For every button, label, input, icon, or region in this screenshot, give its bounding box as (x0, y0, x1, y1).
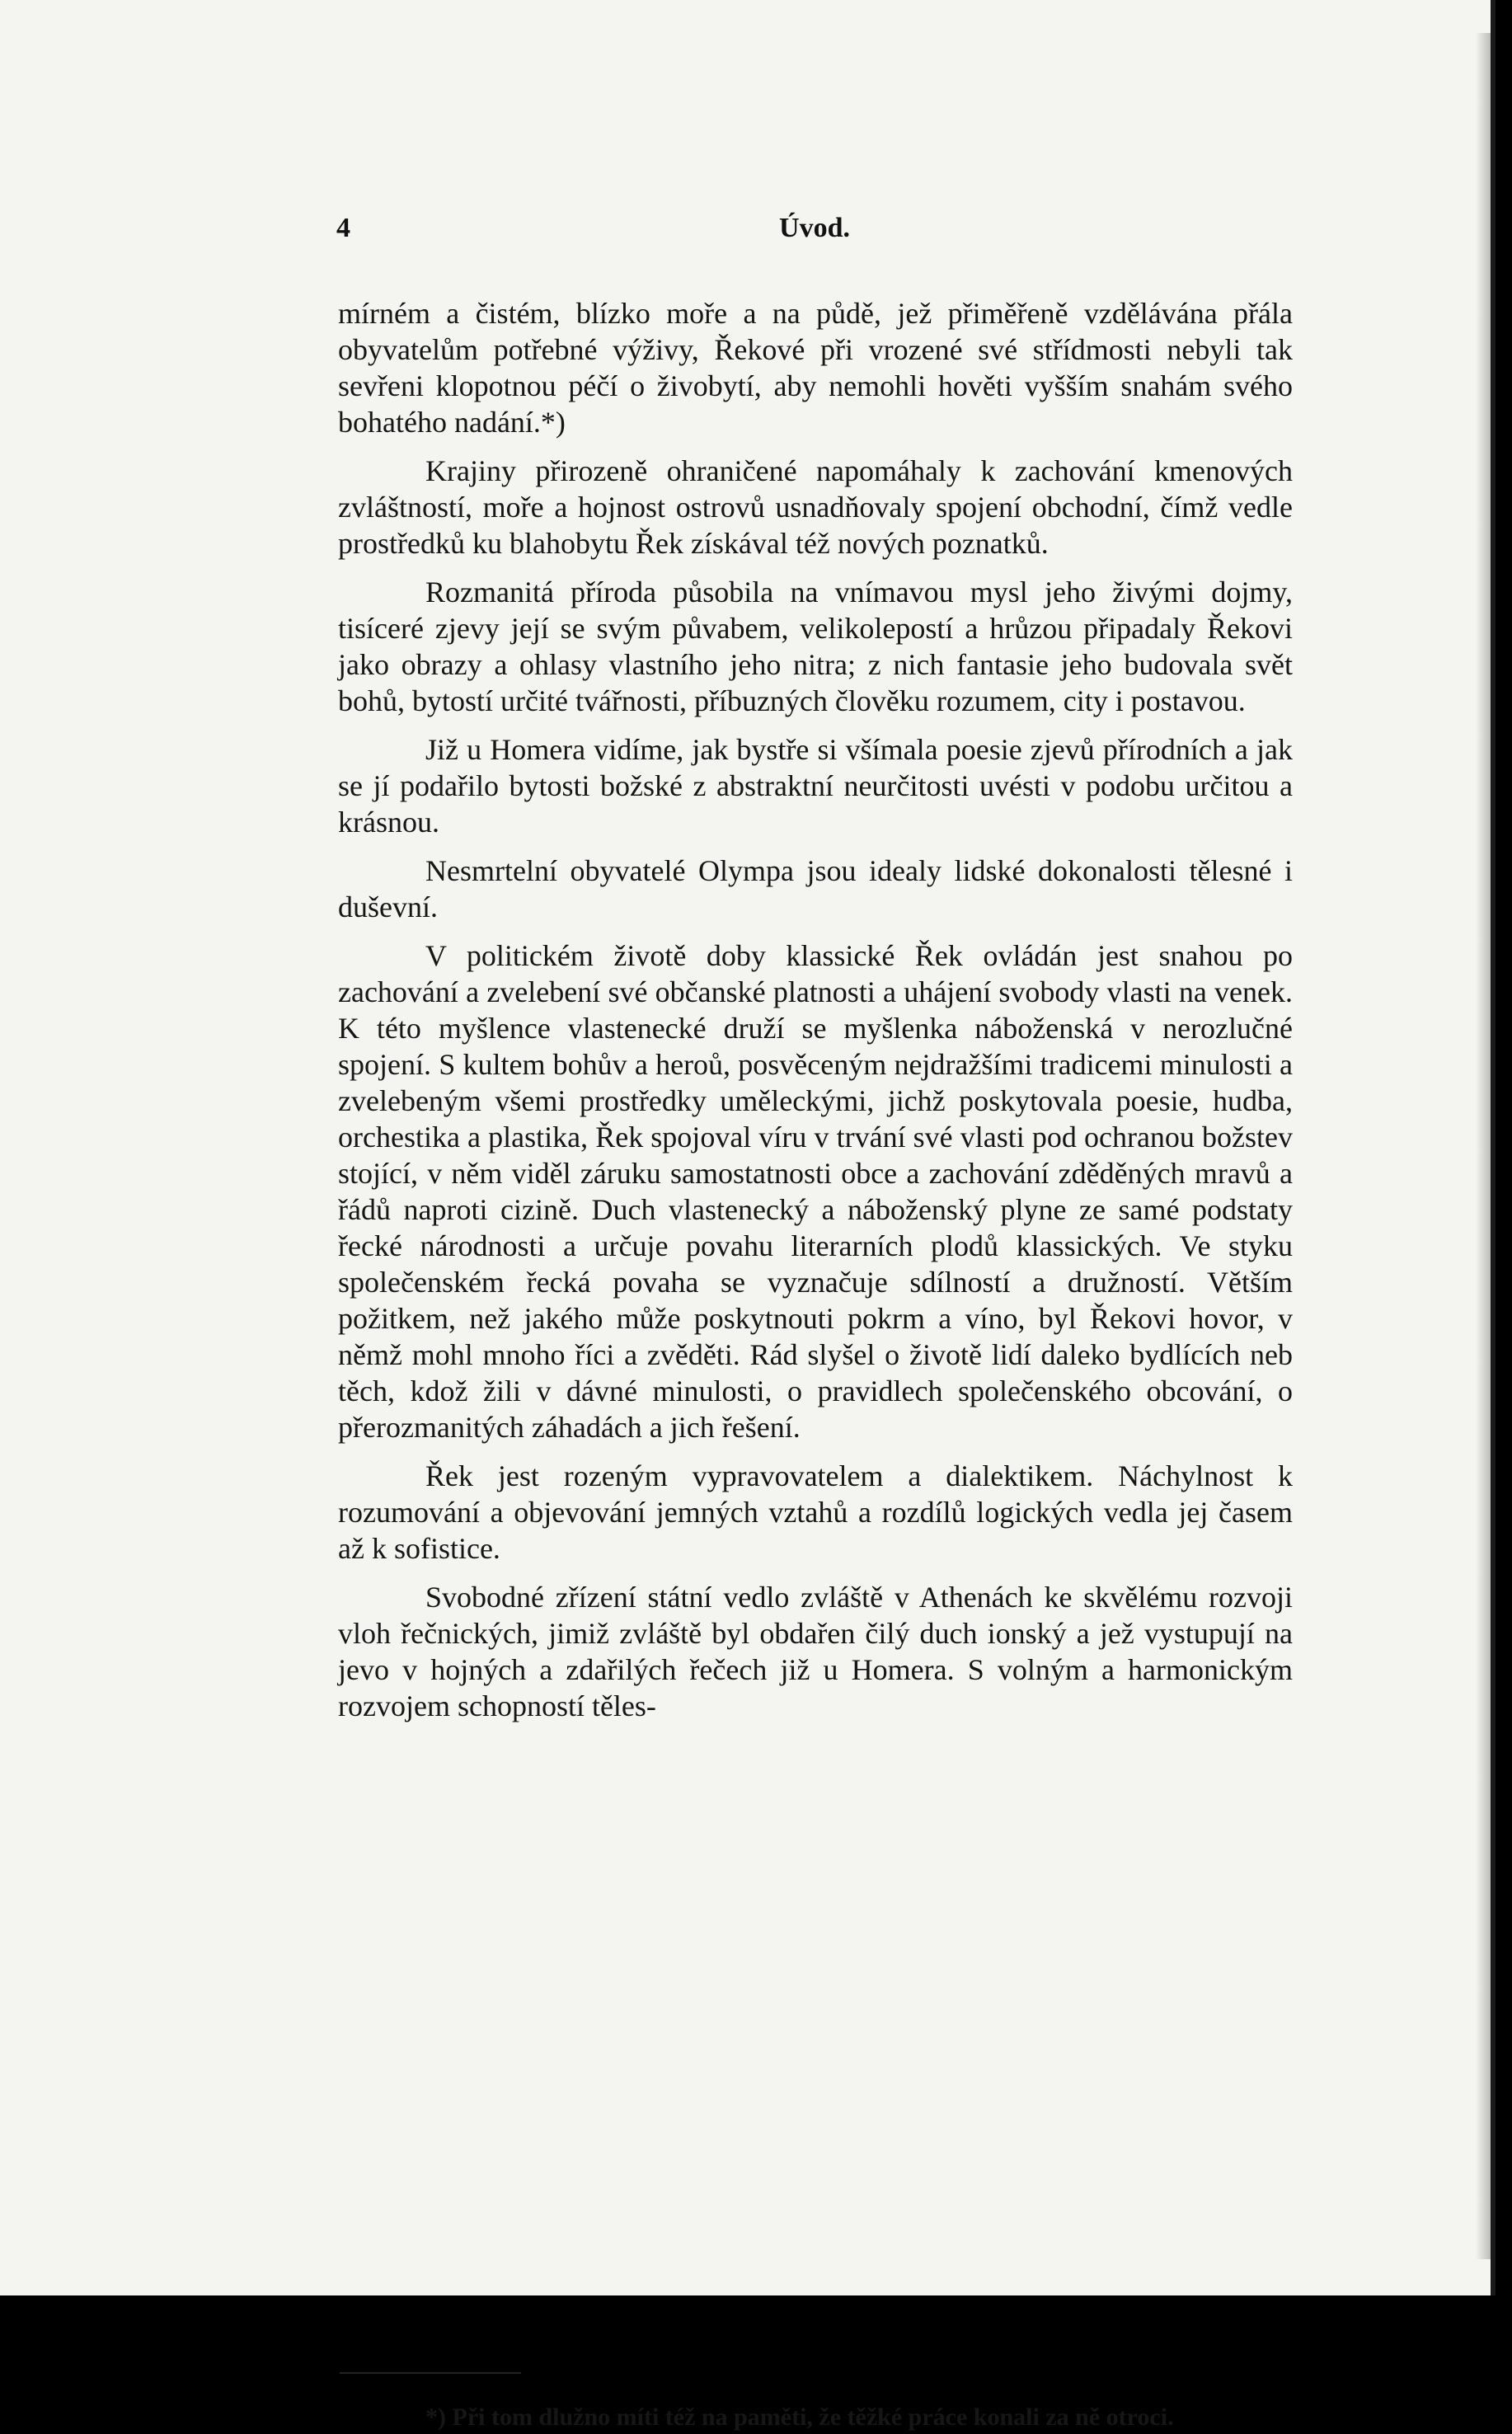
paragraph: Rozmanitá příroda působila na vnímavou mysl jeho živými dojmy, tisíceré zjevy její se svým půvabem, velikolepostí a hrůzou připadaly Řekovi jako obrazy a ohlasy vlastního jeho nitra; z nich fantasie jeho budovala svět bohů, bytostí určité tvářnosti, příbuzných člověku rozumem, city i postavou. (338, 576, 1293, 717)
page-header (336, 213, 1293, 246)
running-head: Úvod. (779, 213, 850, 243)
body-text (338, 295, 1293, 1736)
paragraph: mírném a čistém, blízko moře a na půdě, jež přiměřeně vzdělávána přála obyvatelům potřebné výživy, Řekové při vrozené své střídmosti nebyli tak sevřeni klopotnou péčí o živobytí, aby nemohli hověti vyšším snahám svého bohatého nadání.*) (338, 297, 1293, 439)
paragraph: Řek jest rozeným vypravovatelem a dialektikem. Náchylnost k rozumování a objevování jemných vztahů a rozdílů logických vedla jej časem až k sofistice. (338, 1459, 1293, 1565)
page-number: 4 (336, 213, 350, 243)
footnote: *) Při tom dlužno míti též na paměti, že těžké práce konali za ně otroci. (425, 2403, 1174, 2431)
paragraph: V politickém životě doby klassické Řek ovládán jest snahou po zachování a zvelebení své občanské platnosti a uhájení svobody vlasti na venek. K této myšlence vlastenecké druží se myšlenka náboženská v nerozlučné spojení. S kultem bohův a heroů, posvěceným nejdražšími tradicemi minulosti a zvelebeným všemi prostředky uměleckými, jichž poskytovala poesie, hudba, orchestika a plastika, Řek spojoval víru v trvání své vlasti pod ochranou božstev stojící, v něm viděl záruku samostatnosti obce a zachování zděděných mravů a řádů naproti cizině. Duch vlastenecký a náboženský plyne ze samé podstaty řecké národnosti a určuje povahu literarních plodů klassických. Ve styku společenském řecká povaha se vyznačuje sdílností a družností. Větším požitkem, než jakého může poskytnouti pokrm a víno, byl Řekovi hovor, v němž mohl mnoho říci a zvěděti. Rád slyšel o životě lidí daleko bydlících neb těch, kdož žili v dávné minulosti, o pravidlech společenského obcování, o přerozmanitých záhadách a jich řešení. (338, 939, 1293, 1444)
paragraph: Nesmrtelní obyvatelé Olympa jsou idealy lidské dokonalosti tělesné i duševní. (338, 854, 1293, 923)
paragraph: Krajiny přirozeně ohraničené napomáhaly k zachování kmenových zvláštností, moře a hojnost ostrovů usnadňovaly spojení obchodní, čímž vedle prostředků ku blahobytu Řek získával též nových poznatků. (338, 454, 1293, 560)
footnote-divider (340, 2372, 521, 2374)
page-edge-shadow (1476, 33, 1491, 2259)
paragraph: Svobodné zřízení státní vedlo zvláště v Athenách ke skvělému rozvoji vloh řečnických, jimiž zvláště byl obdařen čilý duch ionský a jež vystupují na jevo v hojných a zdařilých řečech již u Homera. S volným a harmonickým rozvojem schopností těles- (338, 1581, 1293, 1722)
paragraph: Již u Homera vidíme, jak bystře si všímala poesie zjevů přírodních a jak se jí podařilo bytosti božské z abstraktní neurčitosti uvésti v podobu určitou a krásnou. (338, 733, 1293, 839)
